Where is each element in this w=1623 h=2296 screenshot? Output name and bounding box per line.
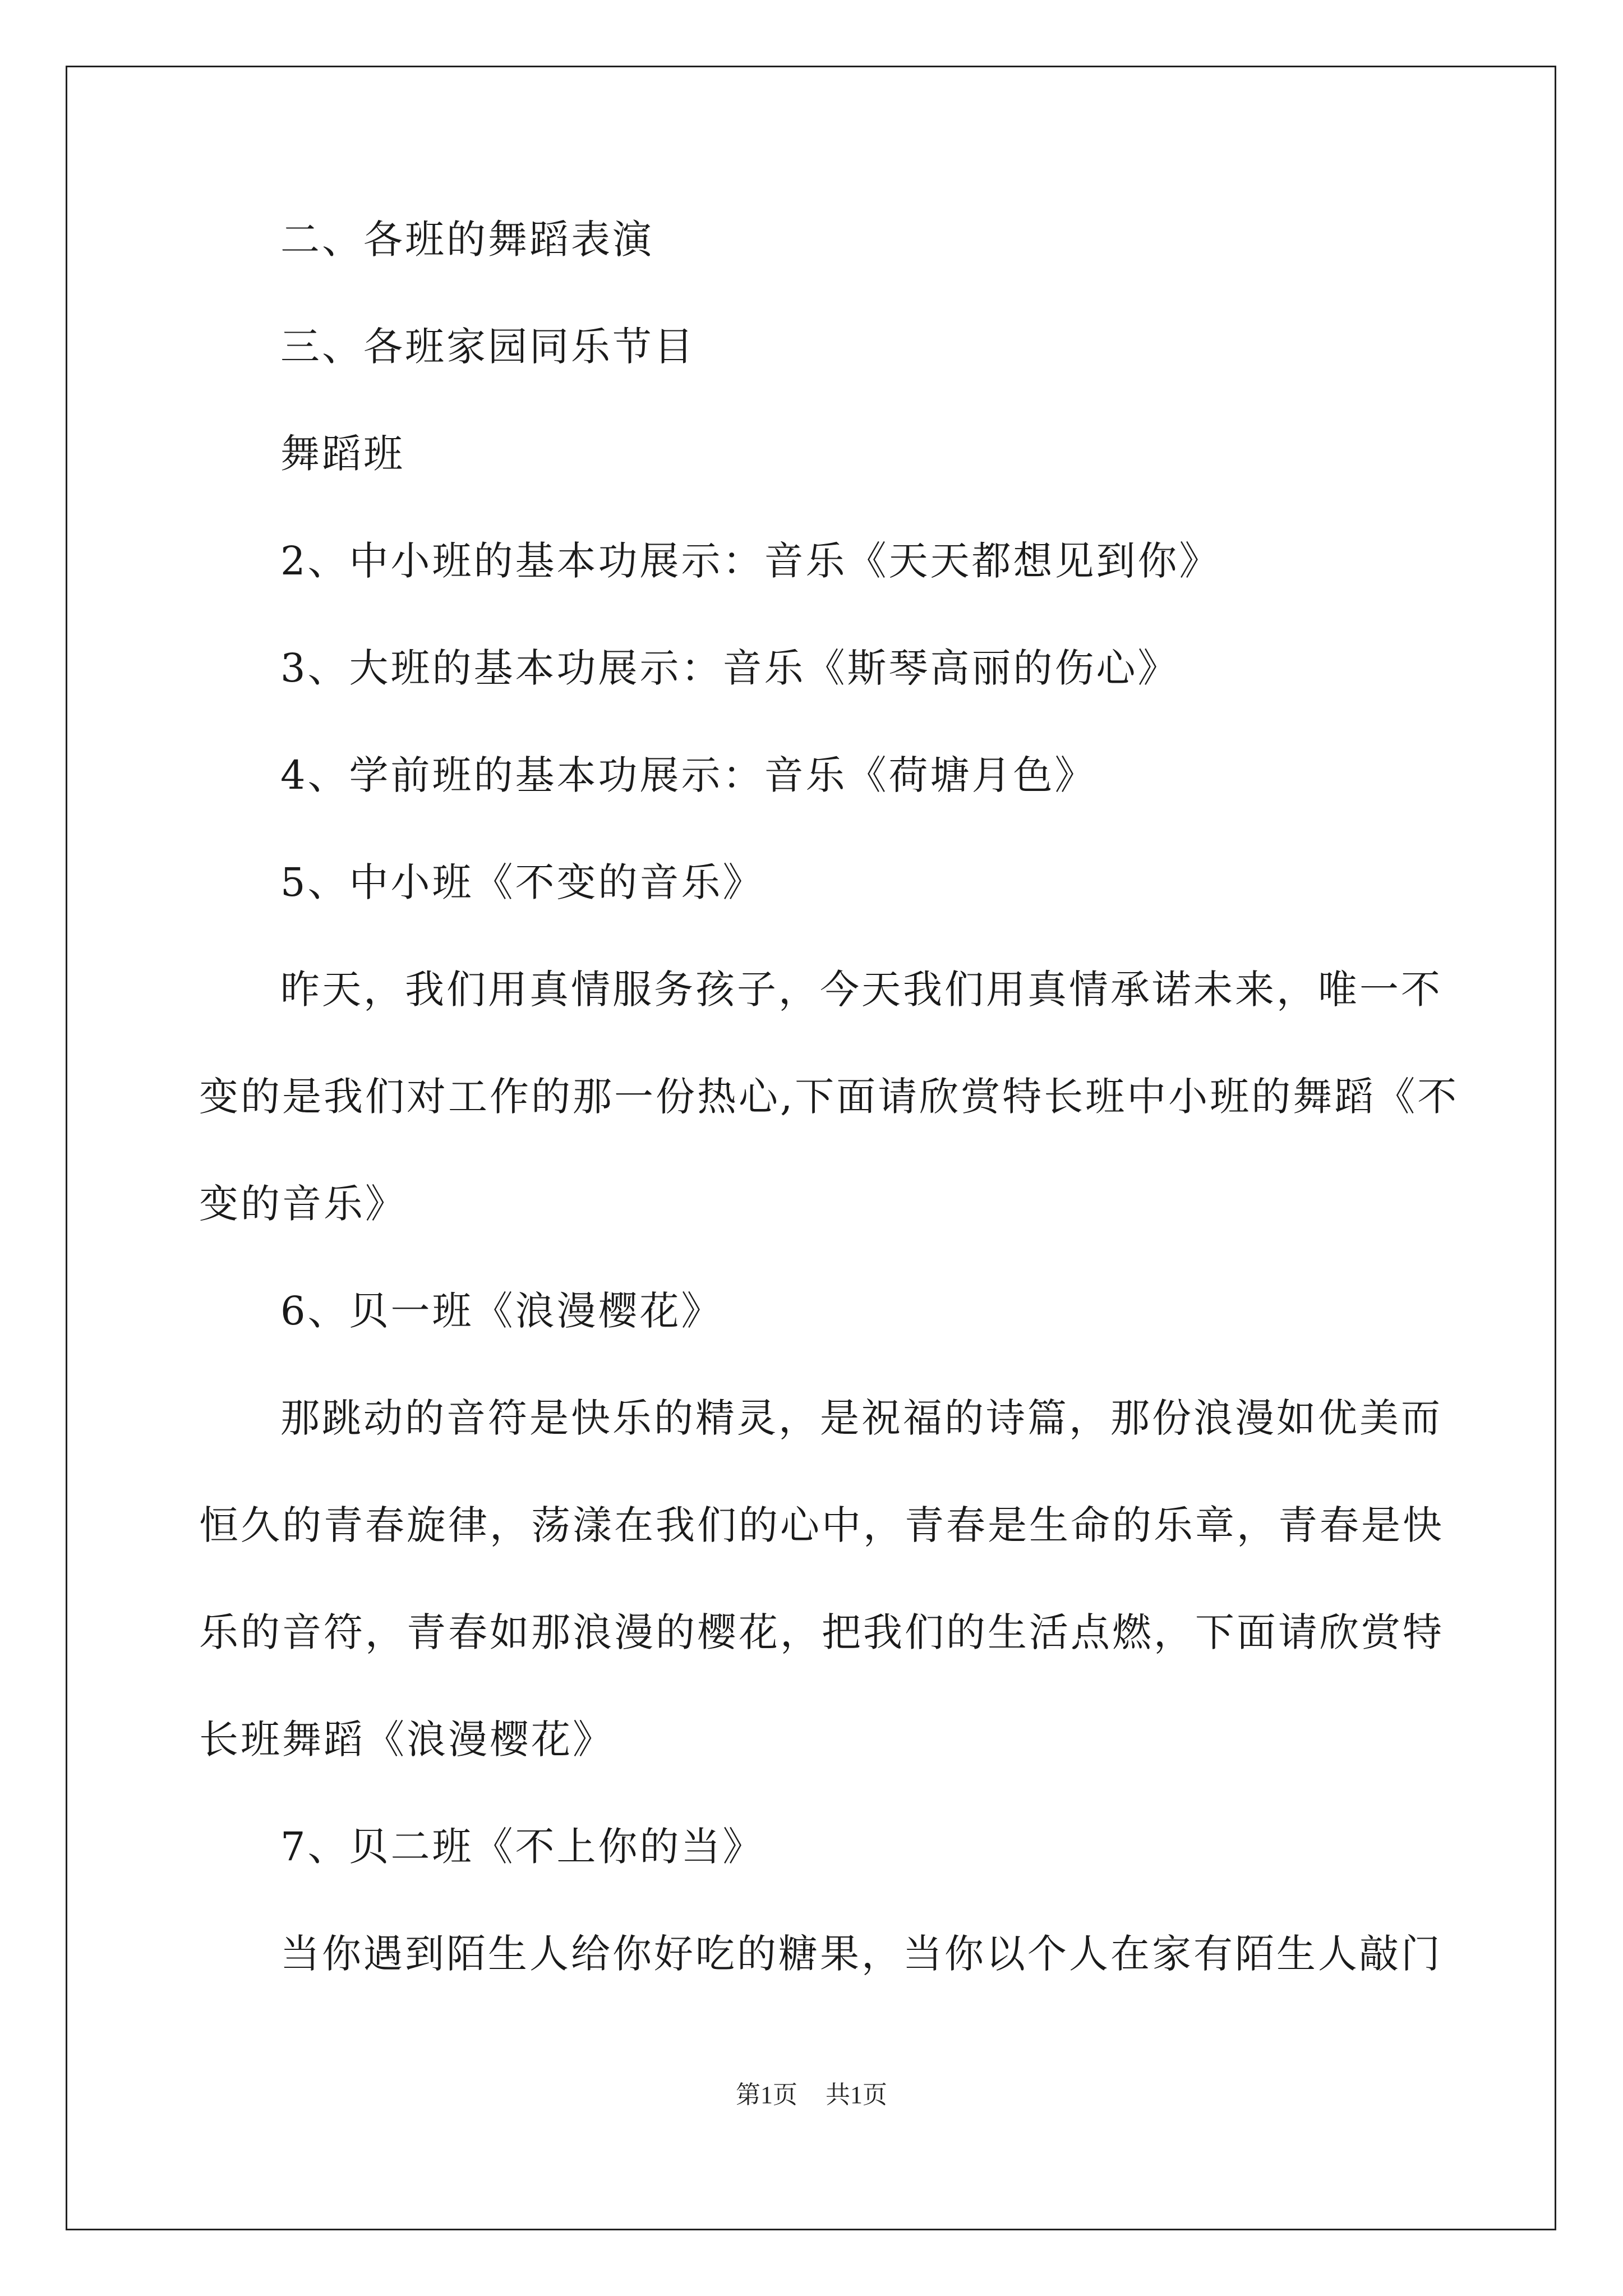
paragraph-line: 当你遇到陌生人给你好吃的糖果，当你以个人在家有陌生人敲门 (280, 1931, 1442, 1977)
paragraph-1 (199, 963, 1459, 1231)
document-body (199, 213, 1459, 1981)
paragraph-2 (199, 1392, 1444, 1766)
page-total: 共1页 (826, 2081, 887, 2109)
page-footer (0, 2078, 1623, 2112)
heading-dance-performance: 二、各班的舞蹈表演 (280, 217, 654, 263)
paragraph-line: 那跳动的音符是快乐的精灵，是祝福的诗篇，那份浪漫如优美而 (280, 1395, 1442, 1441)
paragraph-line: 变的音乐》 (199, 1181, 407, 1227)
item-6: 6、贝一班《浪漫樱花》 (280, 1288, 723, 1334)
paragraph-3 (199, 1927, 1442, 1981)
item-4: 4、学前班的基本功展示：音乐《荷塘月色》 (280, 752, 1096, 798)
item-3: 3、大班的基本功展示：音乐《斯琴高丽的伤心》 (280, 645, 1179, 691)
paragraph-line: 恒久的青春旋律，荡漾在我们的心中，青春是生命的乐章，青春是快 (199, 1502, 1444, 1548)
paragraph-line: 昨天，我们用真情服务孩子，今天我们用真情承诺未来，唯一不 (280, 967, 1442, 1013)
item-5: 5、中小班《不变的音乐》 (280, 859, 764, 905)
heading-family-programs: 三、各班家园同乐节目 (280, 324, 695, 370)
paragraph-line: 乐的音符，青春如那浪漫的樱花，把我们的生活点燃，下面请欣赏特 (199, 1609, 1444, 1655)
heading-dance-class: 舞蹈班 (280, 431, 405, 477)
page-number: 第1页 (736, 2081, 797, 2109)
paragraph-line: 变的是我们对工作的那一份热心,下面请欣赏特长班中小班的舞蹈《不 (199, 1074, 1459, 1120)
paragraph-line: 长班舞蹈《浪漫樱花》 (199, 1717, 614, 1763)
item-7: 7、贝二班《不上你的当》 (280, 1824, 764, 1870)
item-2: 2、中小班的基本功展示：音乐《天天都想见到你》 (280, 538, 1221, 584)
